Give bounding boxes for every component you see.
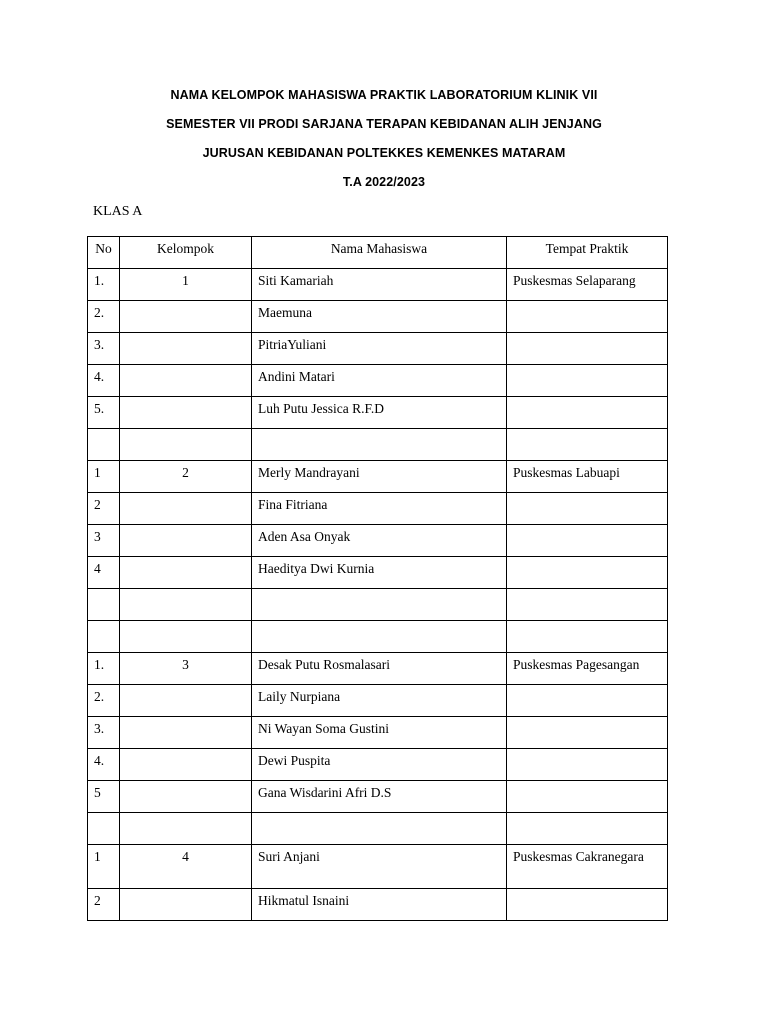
cell-group bbox=[120, 749, 252, 781]
cell-group bbox=[120, 333, 252, 365]
table-row bbox=[88, 685, 668, 717]
cell-practice-place bbox=[507, 493, 668, 525]
table-row bbox=[88, 397, 668, 429]
cell-student-name bbox=[252, 429, 507, 461]
cell-student-name: Haeditya Dwi Kurnia bbox=[252, 557, 507, 589]
table-row bbox=[88, 269, 668, 301]
table-row bbox=[88, 589, 668, 621]
cell-no: 5 bbox=[88, 781, 120, 813]
cell-practice-place bbox=[507, 717, 668, 749]
cell-no: 2 bbox=[88, 889, 120, 921]
table-row bbox=[88, 749, 668, 781]
title-line-3: JURUSAN KEBIDANAN POLTEKKES KEMENKES MATARAM bbox=[202, 146, 566, 160]
cell-group bbox=[120, 813, 252, 845]
cell-practice-place bbox=[507, 589, 668, 621]
cell-practice-place bbox=[507, 557, 668, 589]
table-row bbox=[88, 525, 668, 557]
cell-practice-place: Puskesmas Labuapi bbox=[507, 461, 668, 493]
cell-no bbox=[88, 429, 120, 461]
cell-practice-place bbox=[507, 781, 668, 813]
cell-group bbox=[120, 889, 252, 921]
cell-group bbox=[120, 621, 252, 653]
cell-group bbox=[120, 365, 252, 397]
cell-student-name: Fina Fitriana bbox=[252, 493, 507, 525]
cell-practice-place bbox=[507, 525, 668, 557]
table-row bbox=[88, 333, 668, 365]
cell-no: 5. bbox=[88, 397, 120, 429]
table-row bbox=[88, 429, 668, 461]
cell-no: 2. bbox=[88, 301, 120, 333]
cell-no bbox=[88, 589, 120, 621]
cell-student-name: Luh Putu Jessica R.F.D bbox=[252, 397, 507, 429]
cell-practice-place: Puskesmas Selaparang bbox=[507, 269, 668, 301]
cell-group bbox=[120, 685, 252, 717]
header-group: Kelompok bbox=[120, 237, 252, 269]
cell-no: 1 bbox=[88, 461, 120, 493]
cell-no: 1. bbox=[88, 653, 120, 685]
table-row bbox=[88, 301, 668, 333]
cell-no: 3. bbox=[88, 717, 120, 749]
table-row bbox=[88, 781, 668, 813]
table-row bbox=[88, 461, 668, 493]
cell-no: 1 bbox=[88, 845, 120, 889]
cell-no: 3. bbox=[88, 333, 120, 365]
cell-no: 4. bbox=[88, 365, 120, 397]
cell-student-name: Ni Wayan Soma Gustini bbox=[252, 717, 507, 749]
title-line-2: SEMESTER VII PRODI SARJANA TERAPAN KEBIDANAN ALIH JENJANG bbox=[166, 117, 602, 131]
cell-student-name: Merly Mandrayani bbox=[252, 461, 507, 493]
table-row bbox=[88, 621, 668, 653]
cell-student-name: Dewi Puspita bbox=[252, 749, 507, 781]
cell-group bbox=[120, 717, 252, 749]
title-line-1: NAMA KELOMPOK MAHASISWA PRAKTIK LABORATORIUM KLINIK VII bbox=[170, 88, 598, 102]
cell-group bbox=[120, 493, 252, 525]
table-row bbox=[88, 493, 668, 525]
table-row bbox=[88, 653, 668, 685]
cell-no: 2. bbox=[88, 685, 120, 717]
cell-group bbox=[120, 557, 252, 589]
student-group-table bbox=[87, 236, 668, 921]
cell-practice-place bbox=[507, 889, 668, 921]
cell-no: 4. bbox=[88, 749, 120, 781]
cell-group bbox=[120, 397, 252, 429]
cell-student-name: Hikmatul Isnaini bbox=[252, 889, 507, 921]
table-header-row bbox=[88, 237, 668, 269]
header-student-name: Nama Mahasiswa bbox=[252, 237, 507, 269]
table-row bbox=[88, 365, 668, 397]
cell-student-name bbox=[252, 589, 507, 621]
cell-group bbox=[120, 781, 252, 813]
cell-practice-place: Puskesmas Pagesangan bbox=[507, 653, 668, 685]
cell-no: 4 bbox=[88, 557, 120, 589]
cell-practice-place bbox=[507, 429, 668, 461]
cell-group bbox=[120, 525, 252, 557]
table-row bbox=[88, 717, 668, 749]
cell-practice-place bbox=[507, 813, 668, 845]
cell-practice-place bbox=[507, 333, 668, 365]
cell-group bbox=[120, 301, 252, 333]
cell-student-name: Gana Wisdarini Afri D.S bbox=[252, 781, 507, 813]
cell-practice-place bbox=[507, 365, 668, 397]
cell-student-name: Desak Putu Rosmalasari bbox=[252, 653, 507, 685]
cell-student-name: Laily Nurpiana bbox=[252, 685, 507, 717]
cell-no bbox=[88, 621, 120, 653]
cell-practice-place: Puskesmas Cakranegara bbox=[507, 845, 668, 889]
cell-student-name bbox=[252, 813, 507, 845]
table-row bbox=[88, 557, 668, 589]
cell-student-name: Andini Matari bbox=[252, 365, 507, 397]
cell-no: 1. bbox=[88, 269, 120, 301]
cell-group bbox=[120, 429, 252, 461]
cell-no: 2 bbox=[88, 493, 120, 525]
table-row bbox=[88, 845, 668, 889]
cell-no bbox=[88, 813, 120, 845]
table-body bbox=[88, 269, 668, 921]
cell-no: 3 bbox=[88, 525, 120, 557]
cell-group: 1 bbox=[120, 269, 252, 301]
cell-student-name: Suri Anjani bbox=[252, 845, 507, 889]
cell-group: 2 bbox=[120, 461, 252, 493]
table-row bbox=[88, 813, 668, 845]
cell-student-name bbox=[252, 621, 507, 653]
cell-student-name: Aden Asa Onyak bbox=[252, 525, 507, 557]
cell-student-name: Siti Kamariah bbox=[252, 269, 507, 301]
cell-student-name: PitriaYuliani bbox=[252, 333, 507, 365]
cell-practice-place bbox=[507, 685, 668, 717]
header-no: No bbox=[88, 237, 120, 269]
header-practice-place: Tempat Praktik bbox=[507, 237, 668, 269]
table-row bbox=[88, 889, 668, 921]
cell-student-name: Maemuna bbox=[252, 301, 507, 333]
class-label: KLAS A bbox=[93, 204, 143, 219]
title-line-4: T.A 2022/2023 bbox=[342, 175, 426, 189]
cell-group bbox=[120, 589, 252, 621]
cell-group: 3 bbox=[120, 653, 252, 685]
cell-practice-place bbox=[507, 397, 668, 429]
cell-group: 4 bbox=[120, 845, 252, 889]
cell-practice-place bbox=[507, 301, 668, 333]
cell-practice-place bbox=[507, 749, 668, 781]
cell-practice-place bbox=[507, 621, 668, 653]
